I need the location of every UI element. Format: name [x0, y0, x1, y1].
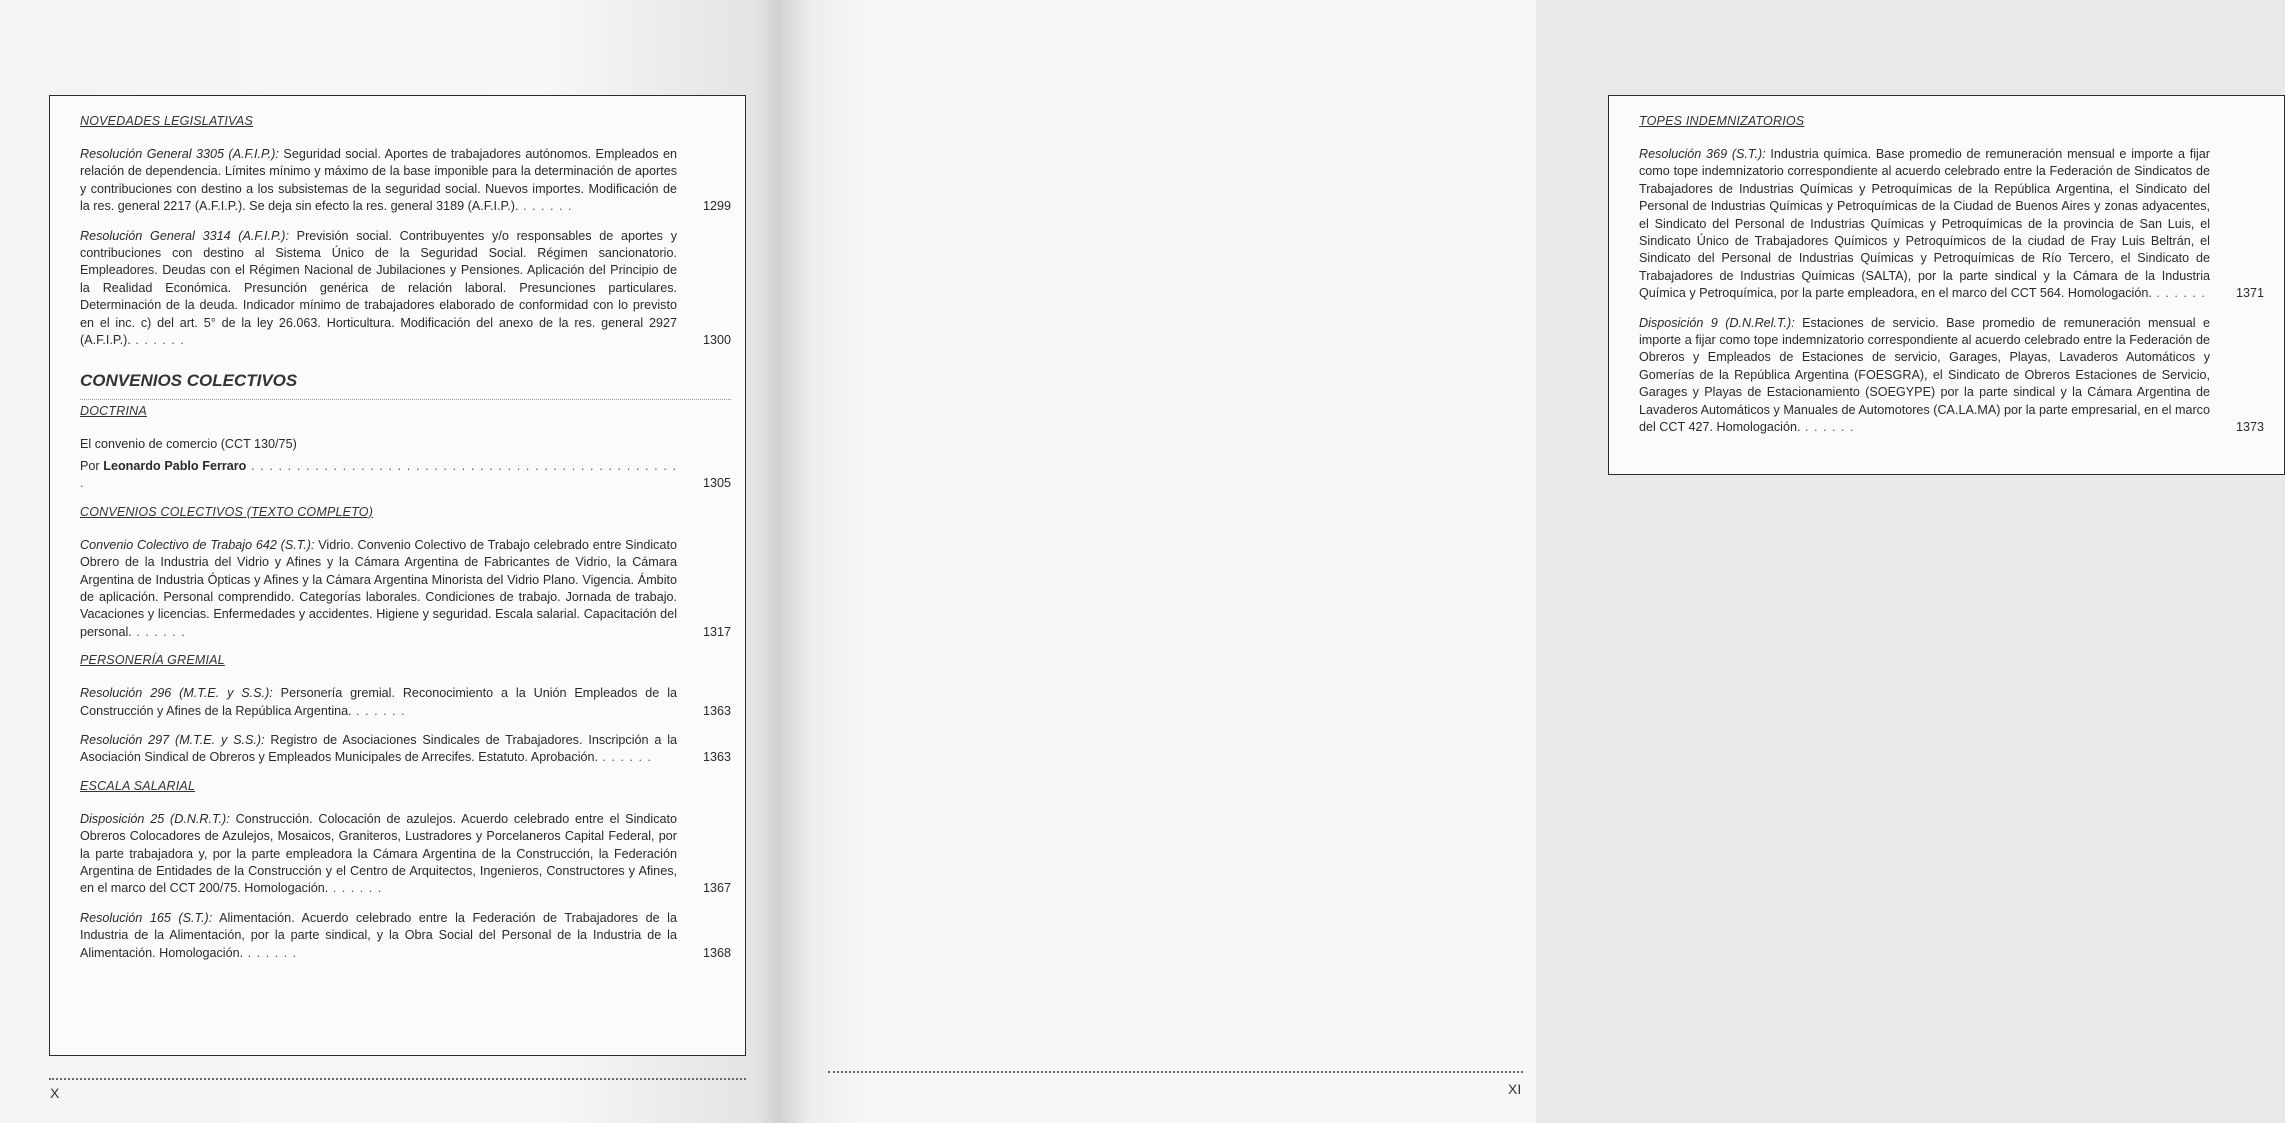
entry-text: [1639, 146, 2210, 303]
left-page: [0, 0, 780, 1123]
footer-rule: [828, 1071, 1523, 1073]
entry-reference: Resolución 165 (S.T.):: [80, 910, 213, 925]
subsection-heading: ESCALA SALARIAL: [80, 778, 196, 793]
leader-dots: . . . . . .: [243, 945, 298, 960]
page-number: 1371: [2235, 286, 2264, 301]
right-index-box: [1608, 95, 2285, 475]
leader-dots: . . . . . .: [1800, 420, 1855, 435]
entry-description: Previsión social. Contribuyentes y/o responsables de aportes y contribuciones con destino al Sistema Único de la Seguridad Social. Régimen sancionatorio. Empleadores. Deudas con el Régimen Nacional de Jubilaciones y Pensiones. Aplicación del Principio de la Realidad Económica. Presunción genérica de relación laboral. Presunciones particulares. Determinación de la deuda. Indicador mínimo de trabajadores elaborado de conformidad con lo previsto en el inc. c) del art. 5° de la ley 26.063. Horticultura. Modificación del anexo de la res. general 2927 (A.F.I.P.).: [80, 228, 677, 348]
subsection-heading: CONVENIOS COLECTIVOS (TEXTO COMPLETO): [80, 504, 374, 519]
leader-dots: . . . . . .: [351, 703, 406, 718]
index-entry: [80, 732, 731, 767]
entry-reference: Disposición 25 (D.N.R.T.):: [80, 811, 230, 826]
entry-text: [1639, 315, 2210, 437]
doctrine-title: [80, 436, 731, 453]
page-number: 1299: [702, 199, 731, 214]
entry-description: Industria química. Base promedio de remuneración mensual e importe a fijar como tope indemnizatorio correspondiente al acuerdo celebrado entre la Federación de Sindicatos de Trabajadores de Industrias Químicas y Petroquímicas de la República Argentina, el Sindicato del Personal de Industrias Químicas y Petroquímicas de la Ciudad de Buenos Aires y zonas adyacentes, el Sindicato del Personal de Industrias Químicas y Petroquímicas de la provincia de San Luis, el Sindicato Único de Trabajadores Químicos y Petroquímicos de la ciudad de Fray Luis Beltrán, el Sindicato del Personal de Industrias Químicas y Petroquímicas de Río Tercero, el Sindicato de Trabajadores de Industrias Químicas (SALTA), por la parte sindical y la Cámara de la Industria Química y Petroquímica, por la parte empleadora, en el marco del CCT 564. Homologación.: [1639, 147, 2210, 301]
page-number: 1368: [702, 945, 731, 960]
leader-dots: . . . . . .: [518, 199, 573, 214]
leader-dots: . . . . . .: [328, 881, 383, 896]
author-name: Leonardo Pablo Ferraro: [103, 458, 247, 473]
leader-dots: . . . . . .: [598, 750, 653, 765]
page-number: 1305: [702, 476, 731, 491]
footer-rule: [49, 1078, 746, 1080]
entry-description: Alimentación. Acuerdo celebrado entre la Federación de Trabajadores de la Industria de la Alimentación, por la parte sindical, y la Obra Social del Personal de la Industria de la Alimentación. Homologación.: [80, 910, 677, 960]
entry-reference: Disposición 9 (D.N.Rel.T.):: [1639, 315, 1795, 330]
index-entry: [80, 685, 731, 720]
entry-description: Seguridad social. Aportes de trabajadores autónomos. Empleados en relación de dependencia. Límites mínimo y máximo de la base imponible para la determinación de aportes y contribuciones con destino a los subsistemas de la seguridad social. Nuevos importes. Modificación de la res. general 2217 (A.F.I.P.). Se deja sin efecto la res. general 3189 (A.F.I.P.).: [80, 147, 677, 214]
author-prefix: Por: [80, 458, 100, 473]
index-entry: [1639, 146, 2264, 303]
entry-reference: Convenio Colectivo de Trabajo 642 (S.T.):: [80, 537, 315, 552]
entry-reference: Resolución 296 (M.T.E. y S.S.):: [80, 686, 273, 701]
page-number: 1317: [702, 624, 731, 639]
page-number: 1363: [702, 703, 731, 718]
doctrine-author-line: [80, 458, 731, 493]
entry-description: Registro de Asociaciones Sindicales de Trabajadores. Inscripción a la Asociación Sindical de Obreros y Empleados Municipales de Arrecifes. Estatuto. Aprobación.: [80, 732, 677, 765]
entry-description: Construcción. Colocación de azulejos. Acuerdo celebrado entre el Sindicato Obreros Colocadores de Azulejos, Mosaicos, Graniteros, Lustradores y Porcelaneros Capital Federal, por la parte trabajadora y, por la parte empleadora la Cámara Argentina de la Construcción, la Federación Argentina de Entidades de la Construcción y el Centro de Arquitectos, Ingenieros, Constructores y Afines, en el marco del CCT 200/75. Homologación.: [80, 811, 677, 896]
right-page: [780, 0, 2264, 1123]
section-heading: CONVENIOS COLECTIVOS: [80, 371, 731, 400]
page-folio-left: X: [50, 1085, 60, 1101]
page-folio-right: XI: [1508, 1081, 1522, 1097]
entry-reference: Resolución General 3314 (A.F.I.P.):: [80, 228, 289, 243]
index-entry: [80, 228, 731, 350]
entry-reference: Resolución 297 (M.T.E. y S.S.):: [80, 732, 265, 747]
left-index-box: [49, 95, 746, 1056]
entry-description: Personería gremial. Reconocimiento a la Unión Empleados de la Construcción y Afines de la República Argentina.: [80, 686, 678, 718]
index-entry: [1639, 315, 2264, 437]
page-number: 1367: [702, 881, 731, 896]
leader-dots: . . . . . . . . . . . . . . . . . . . . . . . . . . . . . . . . . . . . . . . . . . . . . . . .: [80, 458, 678, 491]
entry-text: [80, 537, 677, 641]
subsection-heading: PERSONERÍA GREMIAL: [80, 653, 225, 668]
index-entry: [80, 537, 731, 641]
entry-text: [80, 228, 677, 350]
entry-text: [80, 732, 677, 767]
leader-dots: . . . . . .: [131, 624, 186, 639]
entry-text: [80, 685, 677, 720]
subsection-heading: NOVEDADES LEGISLATIVAS: [80, 114, 253, 128]
entry-text: [80, 910, 677, 962]
index-entry: [80, 146, 731, 216]
subsection-heading: DOCTRINA: [80, 404, 147, 419]
leader-dots: . . . . . .: [130, 333, 185, 348]
entry-reference: Resolución General 3305 (A.F.I.P.):: [80, 147, 279, 161]
entry-reference: Resolución 369 (S.T.):: [1639, 147, 1766, 161]
index-entry: [80, 910, 731, 962]
leader-dots: . . . . . .: [2151, 286, 2206, 301]
page-number: 1363: [702, 750, 731, 765]
entry-description: Estaciones de servicio. Base promedio de remuneración mensual e importe a fijar como tope indemnizatorio correspondiente al acuerdo celebrado entre la Federación de Obreros y Empleados de Estaciones de servicio, Garages, Playas, Lavaderos Automáticos y Gomerías de la República Argentina (FOESGRA), el Sindicato de Obreros Estaciones de Servicio, Garages y Playas de Estacionamiento (SOEGYPE) por la parte sindical y la Cámara Argentina de Lavaderos Automáticos y Manuales de Automotores (CA.LA.MA) por la parte empresarial, en el marco del CCT 427. Homologación.: [1639, 315, 2210, 435]
doctrine-title-text: El convenio de comercio (CCT 130/75): [80, 437, 297, 452]
page-number: 1373: [2235, 420, 2264, 435]
entry-text: [80, 146, 677, 216]
page-number: 1300: [702, 333, 731, 348]
entry-description: Vidrio. Convenio Colectivo de Trabajo celebrado entre Sindicato Obrero de la Industria del Vidrio y Afines y la Cámara Argentina de Fabricantes de Vidrio, la Cámara Argentina de Industria Ópticas y Afines y la Cámara Argentina Minorista del Vidrio Plano. Vigencia. Ámbito de aplicación. Personal comprendido. Categorías laborales. Condiciones de trabajo. Jornada de trabajo. Vacaciones y licencias. Enfermedades y accidentes. Higiene y seguridad. Escala salarial. Capacitación del personal.: [80, 537, 677, 639]
index-entry: [80, 811, 731, 898]
entry-text: [80, 811, 677, 898]
subsection-heading: TOPES INDEMNIZATORIOS: [1639, 114, 1805, 128]
